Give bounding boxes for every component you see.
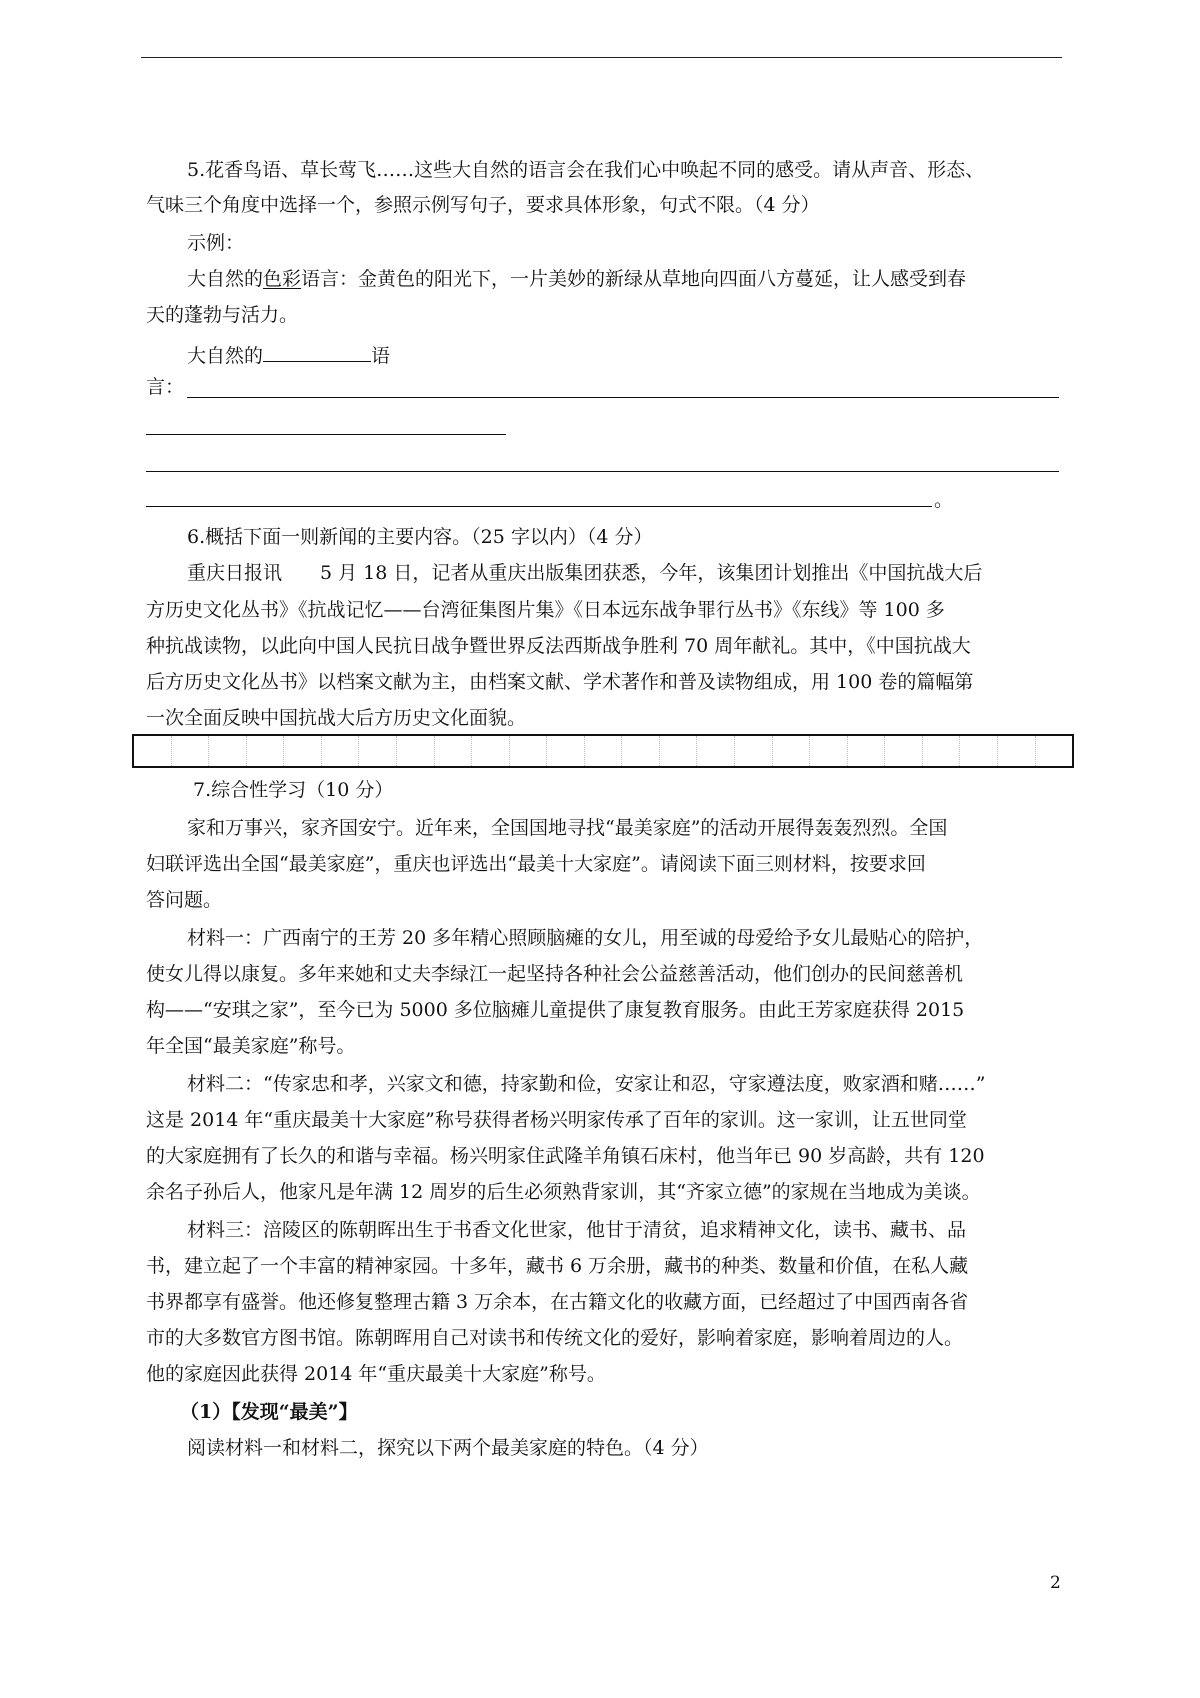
q6-title: 6.概括下面一则新闻的主要内容。（25 字以内）（4 分） [187, 526, 653, 548]
grid-cell[interactable] [885, 736, 923, 766]
grid-cell[interactable] [359, 736, 397, 766]
grid-cell[interactable] [960, 736, 998, 766]
blank-prefix: 大自然的 [187, 345, 264, 367]
q7-intro-line-2: 妇联评选出全国“最美家庭”，重庆也评选出“最美十大家庭”。请阅读下面三则材料，按要求回 [146, 853, 926, 875]
grid-cell[interactable] [284, 736, 322, 766]
q6-news-line-3: 种抗战读物，以此向中国人民抗日战争暨世界反法西斯战争胜利 70 周年献礼。其中，《中国抗战大 [146, 635, 971, 657]
grid-cell[interactable] [547, 736, 585, 766]
grid-cell[interactable] [510, 736, 548, 766]
q5-example-line-2: 天的蓬勃与活力。 [146, 304, 299, 326]
q5-end-mark: 。 [934, 489, 954, 511]
material2-line-1: 材料二：“传家忠和孝，兴家文和德，持家勤和俭，安家让和忍，守家遵法度，败家酒和赌……” [187, 1073, 986, 1095]
q5-example-label: 示例： [187, 232, 245, 254]
grid-cell[interactable] [998, 736, 1036, 766]
grid-cell[interactable] [622, 736, 660, 766]
material1-line-4: 年全国“最美家庭”称号。 [146, 1035, 356, 1057]
q5-answer-prefix: 言： [146, 376, 185, 398]
grid-cell[interactable] [697, 736, 735, 766]
grid-cell[interactable] [810, 736, 848, 766]
fill-in-blank[interactable] [263, 341, 371, 362]
grid-cell[interactable] [472, 736, 510, 766]
q7-intro-line-3: 答问题。 [146, 889, 223, 911]
grid-cell[interactable] [848, 736, 886, 766]
material1-line-2: 使女儿得以康复。多年来她和丈夫李绿江一起坚持各种社会公益慈善活动，他们创办的民间慈善机 [146, 963, 964, 985]
answer-grid[interactable] [132, 734, 1074, 768]
material3-line-5: 他的家庭因此获得 2014 年“重庆最美十大家庭”称号。 [146, 1363, 606, 1385]
q5-example-line-1 [187, 267, 966, 291]
grid-cell[interactable] [172, 736, 210, 766]
grid-cell[interactable] [209, 736, 247, 766]
material3-line-3: 书界都享有盛誉。他还修复整理古籍 3 万余本，在古籍文化的收藏方面，已经超过了中国西南各省 [146, 1291, 969, 1313]
material2-line-4: 余名子孙后人，他家凡是年满 12 周岁的后生必须熟背家训，其“齐家立德”的家规在当地成为美谈。 [146, 1181, 981, 1203]
grid-cell[interactable] [1036, 736, 1073, 766]
q6-news-line-1: 重庆日报讯 5 月 18 日，记者从重庆出版集团获悉，今年，该集团计划推出《中国抗战大后 [187, 562, 983, 584]
grid-cell[interactable] [660, 736, 698, 766]
grid-cell[interactable] [585, 736, 623, 766]
material2-line-2: 这是 2014 年“重庆最美十大家庭”称号获得者杨兴明家传承了百年的家训。这一家训，让五世同堂 [146, 1109, 967, 1131]
example-rest: 语言：金黄色的阳光下，一片美妙的新绿从草地向四面八方蔓延，让人感受到春 [301, 268, 967, 290]
answer-line-2[interactable] [146, 434, 506, 435]
material3-line-2: 书，建立起了一个丰富的精神家园。十多年，藏书 6 万余册，藏书的种类、数量和价值，在私人藏 [146, 1255, 969, 1277]
material2-line-3: 的大家庭拥有了长久的和谐与幸福。杨兴明家住武隆羊角镇石床村，他当年已 90 岁高龄，共有 120 [146, 1145, 985, 1167]
example-prefix: 大自然的 [187, 268, 264, 290]
q7-intro-line-1: 家和万事兴，家齐国安宁。近年来，全国国地寻找“最美家庭”的活动开展得轰轰烈烈。全国 [187, 817, 948, 839]
answer-line-4[interactable] [146, 506, 932, 507]
grid-cell[interactable] [397, 736, 435, 766]
grid-cell[interactable] [322, 736, 360, 766]
q5-line-1: 5.花香鸟语、草长莺飞……这些大自然的语言会在我们心中唤起不同的感受。请从声音、形态、 [187, 159, 985, 181]
grid-cell[interactable] [923, 736, 961, 766]
q7-sub1-instruction: 阅读材料一和材料二，探究以下两个最美家庭的特色。（4 分） [187, 1437, 709, 1459]
grid-cell[interactable] [735, 736, 773, 766]
q7-title: 7.综合性学习（10 分） [193, 779, 394, 801]
grid-cell[interactable] [134, 736, 172, 766]
q6-news-line-5: 一次全面反映中国抗战大后方历史文化面貌。 [146, 707, 527, 729]
q6-news-line-4: 后方历史文化丛书》以档案文献为主，由档案文献、学术著作和普及读物组成，用 100 卷的篇幅第 [146, 671, 974, 693]
q5-blank-line [187, 341, 390, 368]
material3-line-1: 材料三：涪陵区的陈朝晖出生于书香文化世家，他甘于清贫，追求精神文化，读书、藏书、品 [187, 1219, 967, 1241]
page-number: 2 [1050, 1573, 1061, 1593]
q5-line-2: 气味三个角度中选择一个，参照示例写句子，要求具体形象，句式不限。（4 分） [146, 194, 820, 216]
answer-line-3[interactable] [146, 471, 1059, 472]
q7-sub1-title: （1）【发现“最美”】 [180, 1401, 358, 1423]
material1-line-3: 构——“安琪之家”，至今已为 5000 多位脑瘫儿童提供了康复教育服务。由此王芳家庭获得 2015 [146, 999, 965, 1021]
blank-suffix: 语 [371, 345, 391, 367]
material1-line-1: 材料一：广西南宁的王芳 20 多年精心照顾脑瘫的女儿，用至诚的母爱给予女儿最贴心的陪护， [187, 927, 984, 949]
q6-news-line-2: 方历史文化丛书》《抗战记忆——台湾征集图片集》《日本远东战争罪行丛书》《东线》等 100 多 [146, 599, 945, 621]
header-rule [141, 57, 1062, 58]
example-keyword: 色彩 [263, 268, 302, 290]
grid-cell[interactable] [247, 736, 285, 766]
answer-line-1[interactable] [187, 397, 1059, 398]
material3-line-4: 市的大多数官方图书馆。陈朝晖用自己对读书和传统文化的爱好，影响着家庭，影响着周边的人。 [146, 1327, 964, 1349]
grid-cell[interactable] [435, 736, 473, 766]
grid-cell[interactable] [773, 736, 811, 766]
